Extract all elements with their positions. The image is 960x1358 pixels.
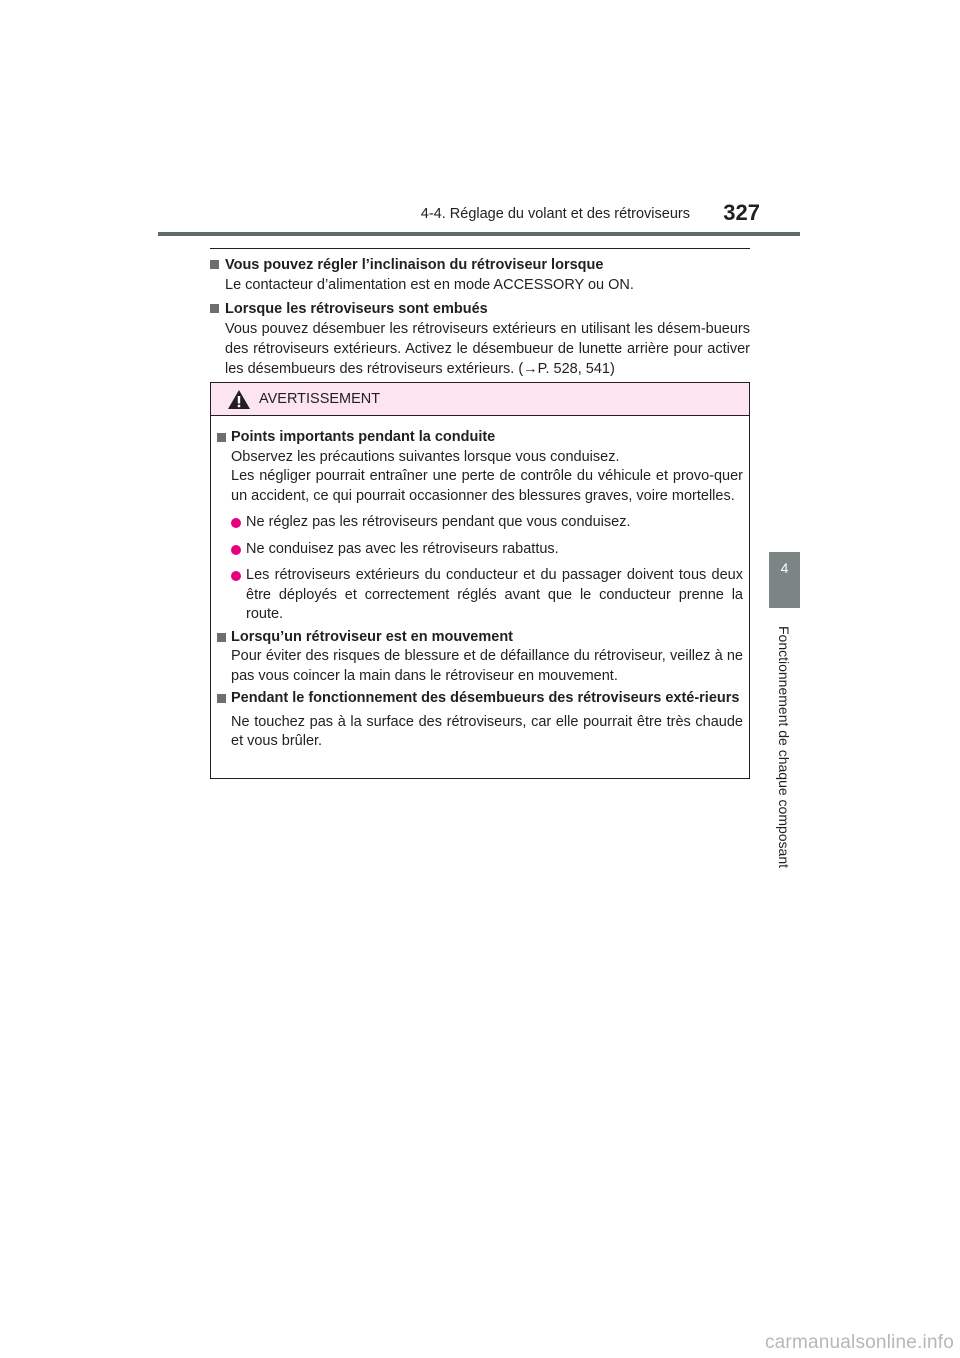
warning-bullet [217,513,743,533]
section-text: Vous pouvez désembuer les rétroviseurs extérieurs en utilisant les désem-bueurs des rétroviseurs extérieurs. Activez le désembueur de lunette arrière pour activer les désembueurs des rétroviseurs extérieurs. (→P. 528, 541) [225,321,750,377]
square-bullet-icon [217,433,226,442]
warning-item-text: Ne touchez pas à la surface des rétroviseurs, car elle pourrait être très chaude et vous brûler. [231,713,743,749]
section-fogged-mirrors [210,299,750,379]
warning-item [217,689,743,752]
bullet-text: Ne conduisez pas avec les rétroviseurs rabattus. [246,540,559,557]
section-text: Le contacteur d’alimentation est en mode ACCESSORY ou ON. [225,277,634,293]
warning-header [211,383,749,416]
content-rule [210,248,750,249]
bullet-text: Ne réglez pas les rétroviseurs pendant que vous conduisez. [246,514,631,530]
warning-item-heading: Points importants pendant la conduite [231,429,496,445]
chapter-number: 4 [780,560,789,576]
warning-box [210,382,750,779]
square-bullet-icon [210,260,219,269]
page-number: 327 [723,200,760,225]
section-heading: Lorsque les rétroviseurs sont embués [225,301,488,317]
warning-item-text: Pour éviter des risques de blessure et de défaillance du rétroviseur, veillez à ne pas vous coincer la main dans le rétroviseur en mouvement. [231,648,743,684]
warning-item [217,428,743,625]
circle-bullet-icon [231,518,241,528]
bullet-text: Les rétroviseurs extérieurs du conducteur et du passager doivent tous deux être déployés et correctement réglés avant que le conducteur prenne la route. [246,567,743,622]
warning-triangle-icon [227,389,251,410]
warning-label: AVERTISSEMENT [259,391,381,407]
square-bullet-icon [210,304,219,313]
section-title: 4-4. Réglage du volant et des rétroviseurs [420,206,690,222]
header-rule [158,232,800,236]
warning-item-heading: Lorsqu’un rétroviseur est en mouvement [231,628,514,645]
warning-item-heading: Pendant le fonctionnement des désembueurs des rétroviseurs exté-rieurs [231,690,740,706]
section-heading: Vous pouvez régler l’inclinaison du rétroviseur lorsque [225,257,604,273]
square-bullet-icon [217,694,226,703]
section-mirror-tilt [210,255,750,295]
warning-item-text: Observez les précautions suivantes lorsque vous conduisez. Les négliger pourrait entraîner une perte de contrôle du véhicule et provo-quer un accident, ce qui pourrait occasionner des blessures graves, voire mortelles. [231,448,743,504]
footer-watermark[interactable]: carmanualsonline.info [764,1332,954,1353]
chapter-title: Fonctionnement de chaque composant [776,625,792,869]
circle-bullet-icon [231,571,241,581]
circle-bullet-icon [231,545,241,555]
warning-bullet [217,540,743,560]
square-bullet-icon [217,633,226,642]
warning-item [217,628,743,687]
warning-bullet [217,566,743,625]
